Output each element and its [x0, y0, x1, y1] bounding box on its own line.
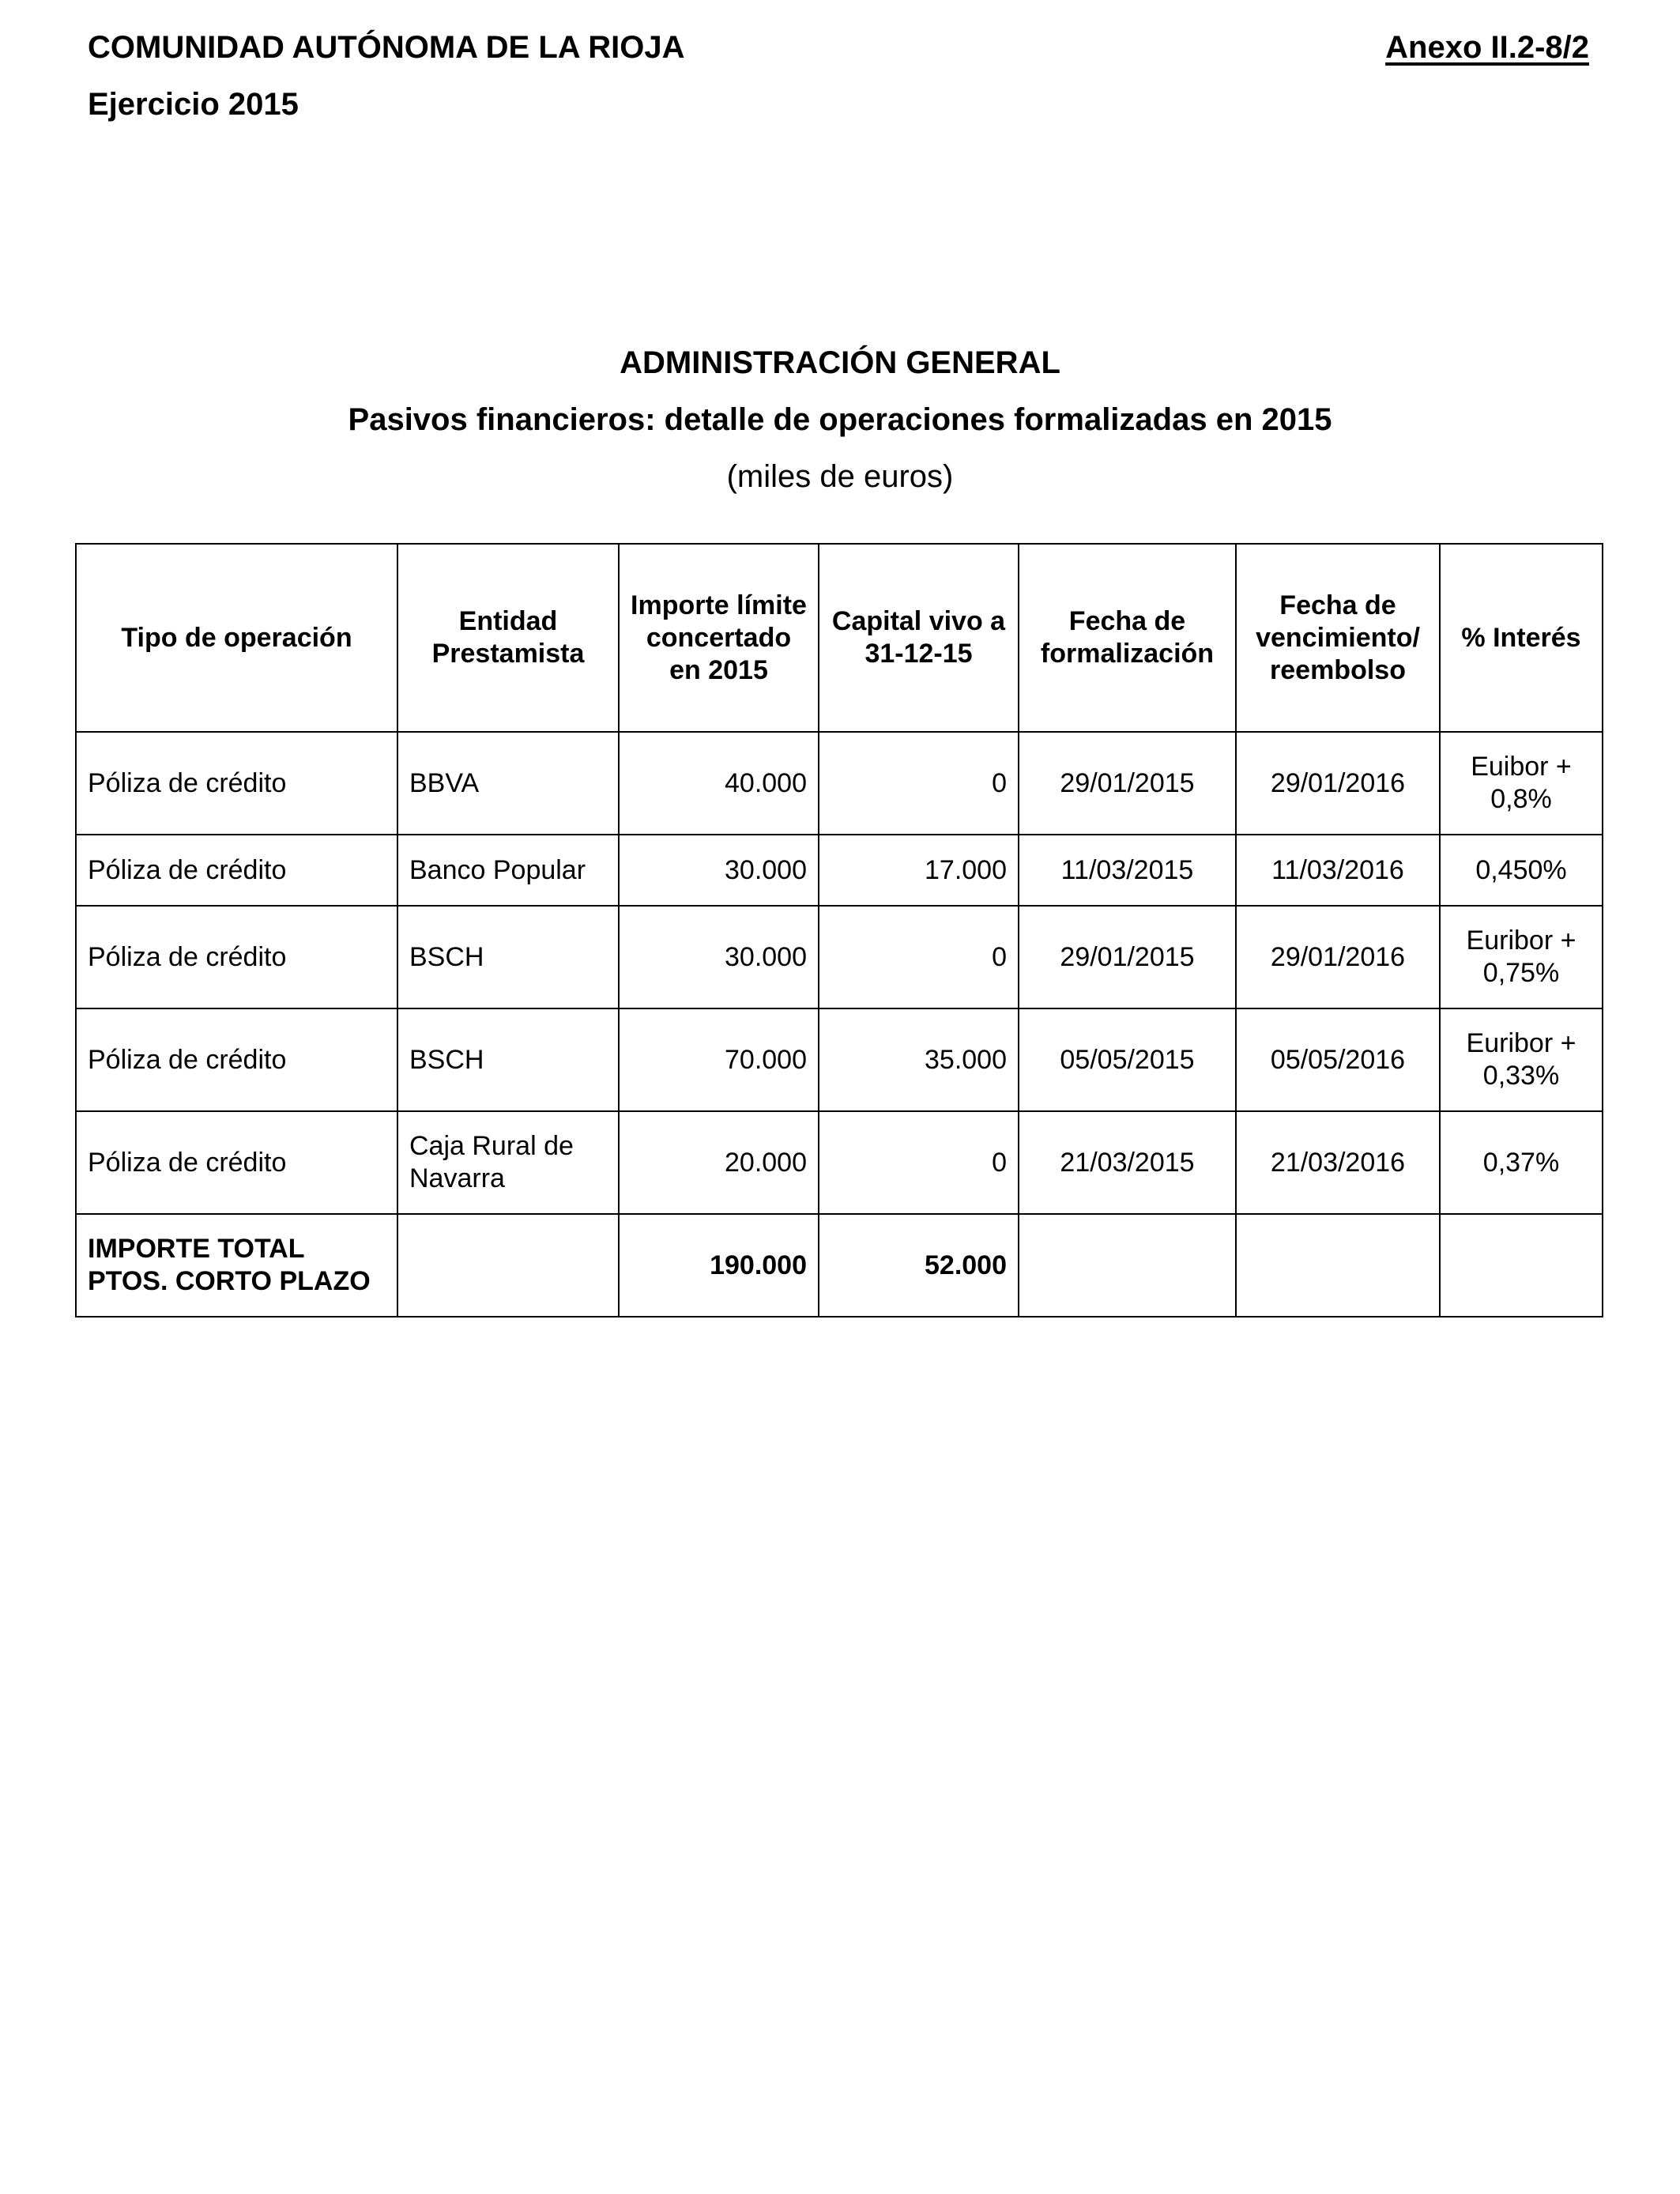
cell-fecha-formalizacion: 29/01/2015 [1019, 732, 1236, 835]
col-header-interes: % Interés [1440, 544, 1603, 732]
cell-fecha-formalizacion: 21/03/2015 [1019, 1111, 1236, 1214]
cell-fecha-vencimiento: 11/03/2016 [1236, 835, 1440, 906]
cell-fecha-formalizacion: 11/03/2015 [1019, 835, 1236, 906]
cell-interes: Euribor + 0,75% [1440, 906, 1603, 1008]
cell-interes: Euibor + 0,8% [1440, 732, 1603, 835]
total-empty-cell [1440, 1214, 1603, 1317]
total-row [76, 1214, 1603, 1317]
operations-table [75, 543, 1603, 1318]
cell-interes: 0,37% [1440, 1111, 1603, 1214]
col-header-fecha-vencimiento: Fecha de vencimiento/ reembolso [1236, 544, 1440, 732]
col-header-tipo: Tipo de operación [76, 544, 397, 732]
total-empty-cell [1236, 1214, 1440, 1317]
cell-interes: 0,450% [1440, 835, 1603, 906]
section-title: ADMINISTRACIÓN GENERAL [620, 345, 1060, 380]
exercise-year: Ejercicio 2015 [88, 87, 299, 122]
total-label: IMPORTE TOTAL PTOS. CORTO PLAZO [76, 1214, 397, 1317]
cell-capital: 0 [819, 1111, 1019, 1214]
table-row [76, 906, 1603, 1008]
cell-tipo: Póliza de crédito [76, 1008, 397, 1111]
cell-tipo: Póliza de crédito [76, 732, 397, 835]
cell-entidad: BSCH [397, 906, 619, 1008]
cell-entidad: BSCH [397, 1008, 619, 1111]
table-row [76, 835, 1603, 906]
cell-tipo: Póliza de crédito [76, 1111, 397, 1214]
cell-tipo: Póliza de crédito [76, 835, 397, 906]
document-titles [0, 334, 1680, 505]
annex-reference: Anexo II.2-8/2 [1385, 30, 1589, 65]
cell-importe: 40.000 [619, 732, 819, 835]
cell-entidad: Banco Popular [397, 835, 619, 906]
table-row [76, 1008, 1603, 1111]
col-header-fecha-formalizacion: Fecha de formalización [1019, 544, 1236, 732]
table-row [76, 1111, 1603, 1214]
table-subtitle: Pasivos financieros: detalle de operaciones formalizadas en 2015 [348, 402, 1332, 437]
cell-importe: 70.000 [619, 1008, 819, 1111]
cell-interes: Euribor + 0,33% [1440, 1008, 1603, 1111]
cell-fecha-formalizacion: 29/01/2015 [1019, 906, 1236, 1008]
col-header-capital: Capital vivo a 31-12-15 [819, 544, 1019, 732]
cell-capital: 0 [819, 906, 1019, 1008]
cell-importe: 30.000 [619, 906, 819, 1008]
document-header [88, 22, 685, 130]
cell-fecha-vencimiento: 29/01/2016 [1236, 732, 1440, 835]
total-capital: 52.000 [819, 1214, 1019, 1317]
organization-name: COMUNIDAD AUTÓNOMA DE LA RIOJA [88, 30, 685, 65]
cell-entidad: BBVA [397, 732, 619, 835]
cell-importe: 30.000 [619, 835, 819, 906]
col-header-entidad: Entidad Prestamista [397, 544, 619, 732]
units-note: (miles de euros) [726, 459, 954, 494]
total-importe: 190.000 [619, 1214, 819, 1317]
cell-capital: 0 [819, 732, 1019, 835]
cell-fecha-vencimiento: 29/01/2016 [1236, 906, 1440, 1008]
cell-capital: 35.000 [819, 1008, 1019, 1111]
total-empty-cell [397, 1214, 619, 1317]
cell-fecha-vencimiento: 21/03/2016 [1236, 1111, 1440, 1214]
cell-importe: 20.000 [619, 1111, 819, 1214]
cell-entidad: Caja Rural de Navarra [397, 1111, 619, 1214]
table-row [76, 732, 1603, 835]
table-header-row [76, 544, 1603, 732]
total-empty-cell [1019, 1214, 1236, 1317]
cell-tipo: Póliza de crédito [76, 906, 397, 1008]
cell-fecha-formalizacion: 05/05/2015 [1019, 1008, 1236, 1111]
cell-fecha-vencimiento: 05/05/2016 [1236, 1008, 1440, 1111]
cell-capital: 17.000 [819, 835, 1019, 906]
col-header-importe: Importe límite concertado en 2015 [619, 544, 819, 732]
